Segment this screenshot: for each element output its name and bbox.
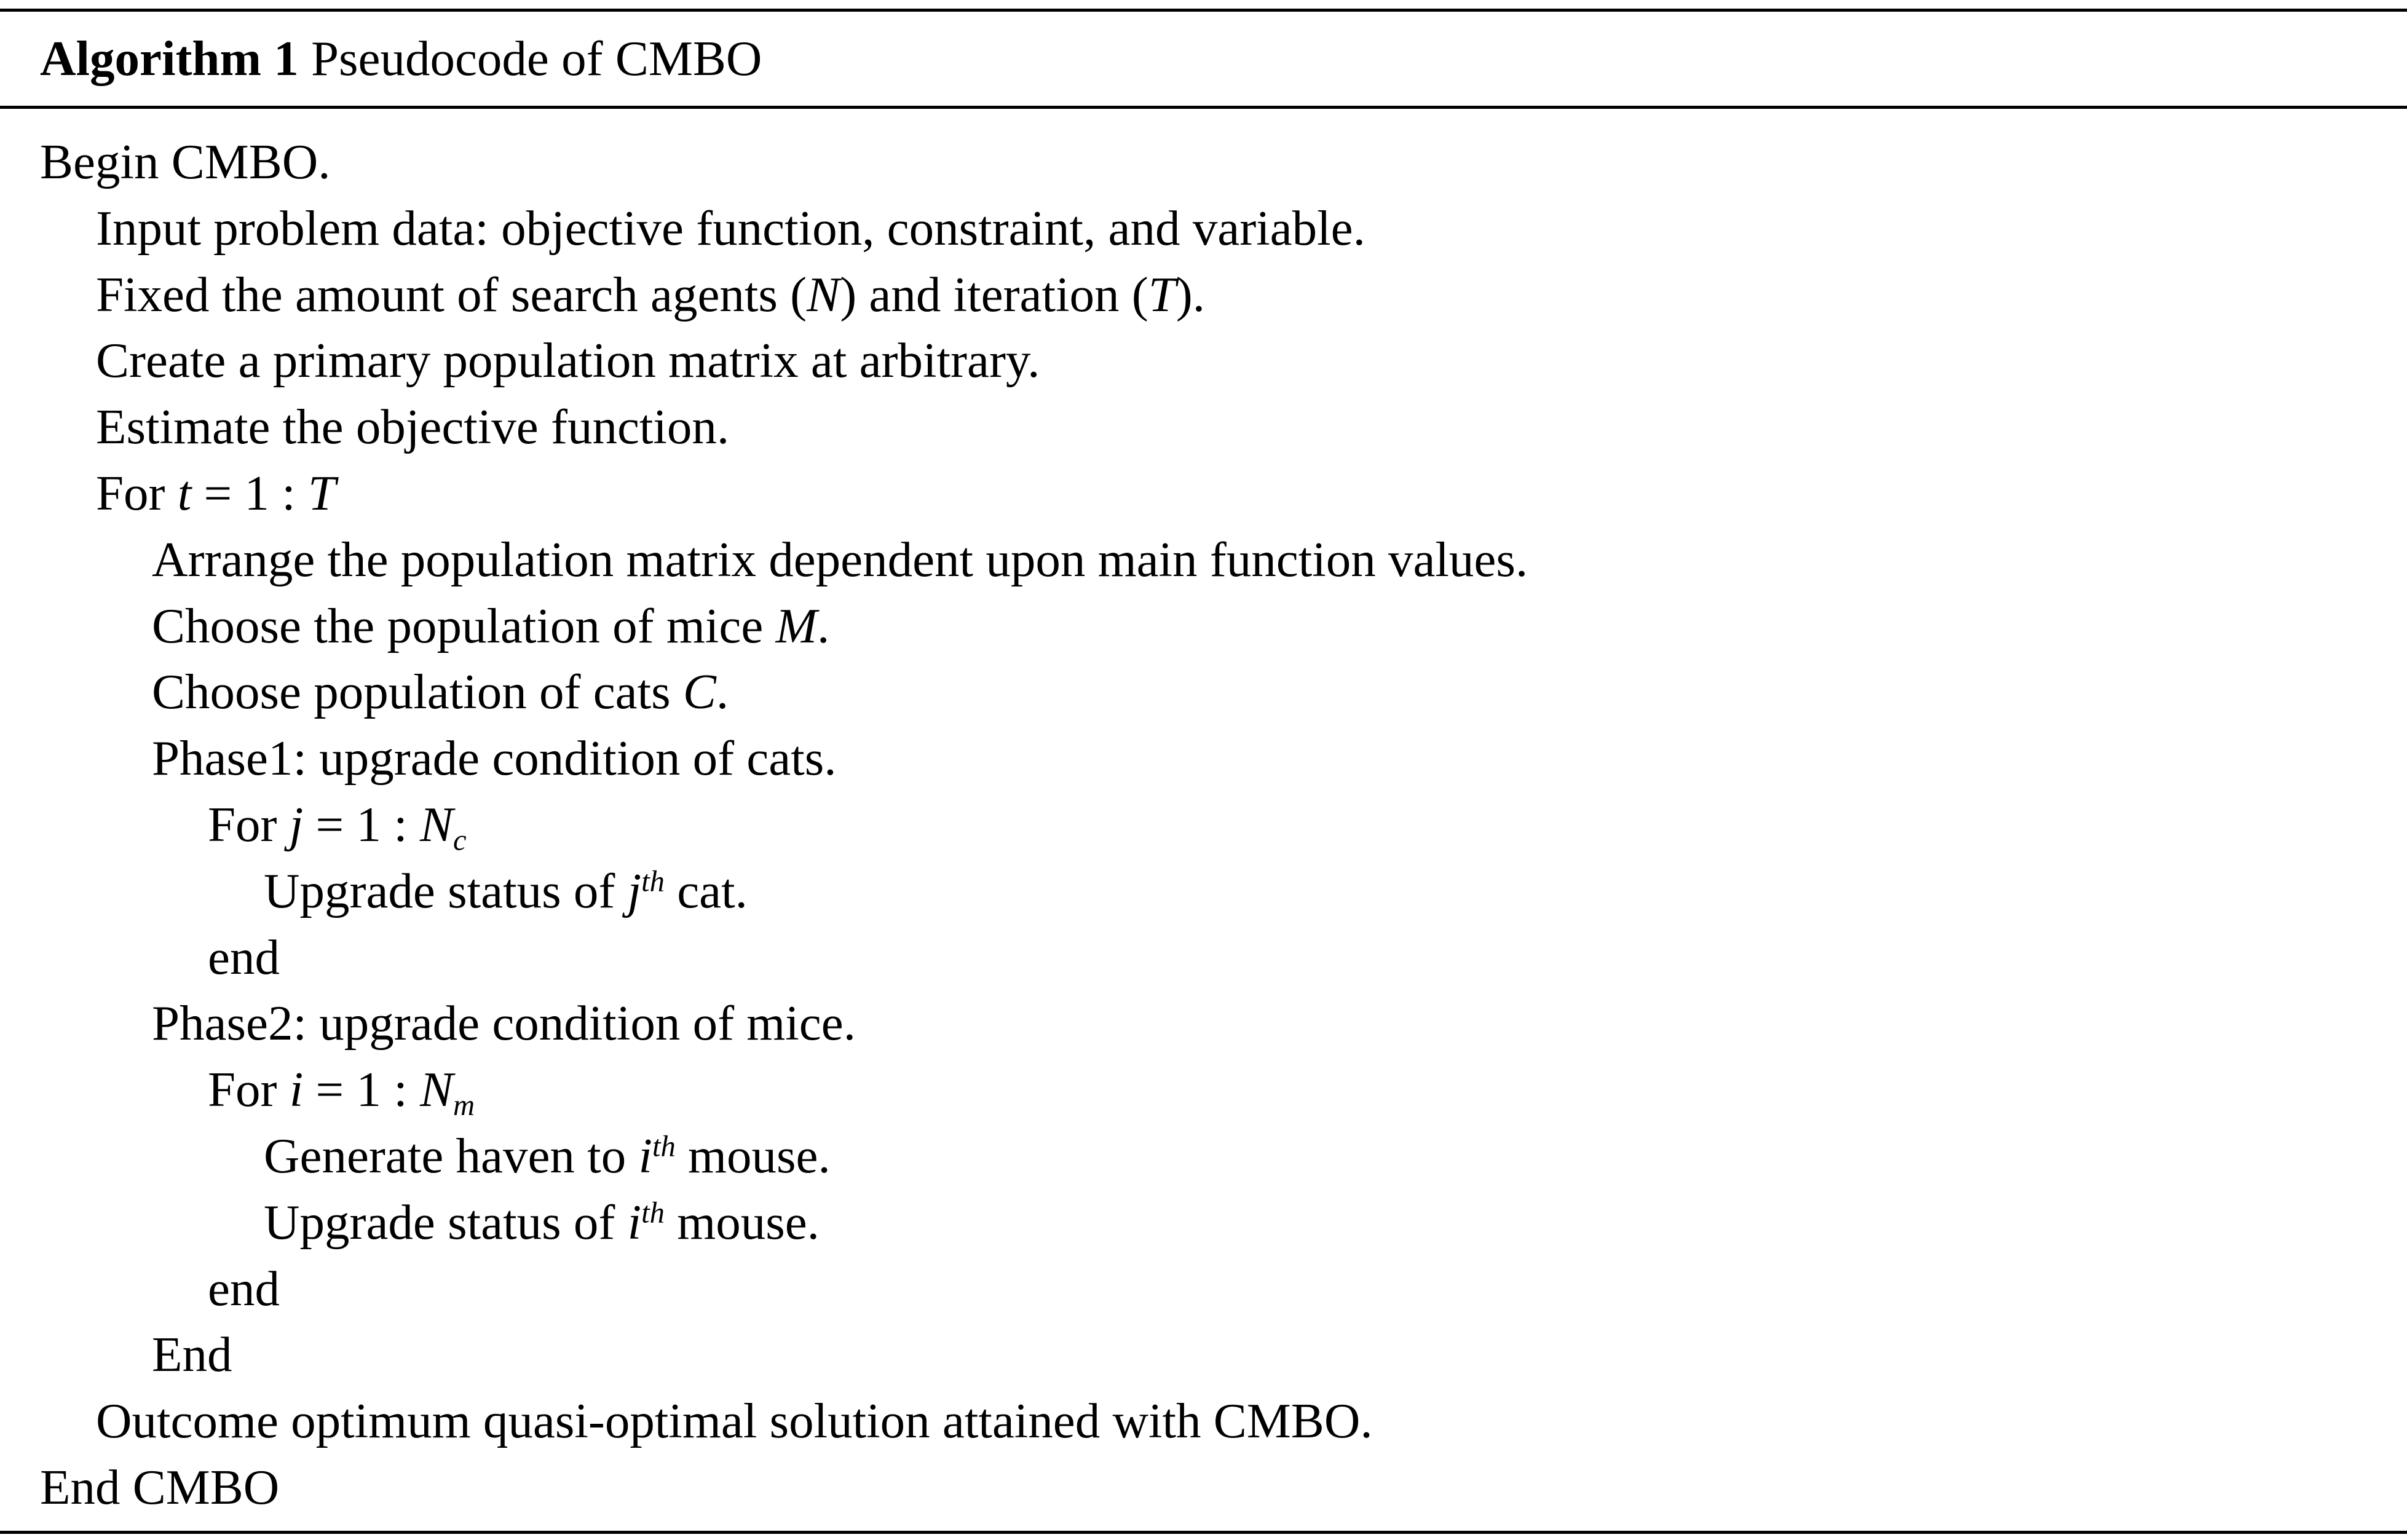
line-text: For bbox=[208, 1062, 290, 1118]
pseudocode-line bbox=[40, 725, 2376, 792]
pseudocode-line bbox=[40, 858, 2376, 925]
line-text: end bbox=[208, 1260, 280, 1316]
line-text: ) and iteration ( bbox=[840, 266, 1148, 322]
math-symbol: N bbox=[807, 266, 840, 322]
pseudocode-line bbox=[40, 328, 2376, 394]
subscript: c bbox=[453, 823, 467, 857]
line-text: Outcome optimum quasi-optimal solution attained with CMBO. bbox=[96, 1393, 1373, 1449]
pseudocode-body bbox=[40, 129, 2376, 1521]
line-text: Choose the population of mice bbox=[152, 598, 776, 654]
line-text: Choose population of cats bbox=[152, 664, 683, 720]
line-text: cat. bbox=[664, 863, 748, 918]
caption-rule bbox=[0, 106, 2407, 109]
math-symbol: i bbox=[638, 1127, 652, 1183]
math-symbol: N bbox=[419, 796, 454, 852]
pseudocode-line bbox=[40, 1322, 2376, 1388]
line-text: Fixed the amount of search agents ( bbox=[96, 266, 807, 322]
pseudocode-line bbox=[40, 394, 2376, 460]
math-symbol: C bbox=[682, 664, 716, 720]
math-operator: = 1 : bbox=[303, 1062, 420, 1118]
top-rule bbox=[0, 9, 2407, 12]
pseudocode-line bbox=[40, 262, 2376, 328]
pseudocode-line bbox=[40, 460, 2376, 527]
subscript: m bbox=[453, 1088, 475, 1122]
math-symbol: i bbox=[627, 1194, 642, 1250]
pseudocode-line bbox=[40, 1190, 2376, 1256]
line-text: Generate haven to bbox=[264, 1127, 639, 1183]
math-symbol: t bbox=[177, 465, 192, 521]
pseudocode-line bbox=[40, 1455, 2376, 1521]
math-operator: = 1 : bbox=[191, 465, 308, 521]
algorithm-title: Pseudocode of CMBO bbox=[310, 31, 762, 86]
math-symbol: j bbox=[627, 863, 642, 918]
superscript: th bbox=[641, 864, 665, 898]
line-text: Begin CMBO. bbox=[40, 134, 331, 189]
line-text: For bbox=[208, 796, 290, 852]
math-symbol: N bbox=[419, 1062, 454, 1118]
pseudocode-line bbox=[40, 1256, 2376, 1322]
line-text: mouse. bbox=[664, 1194, 820, 1250]
pseudocode-line bbox=[40, 659, 2376, 725]
pseudocode-line bbox=[40, 527, 2376, 593]
line-text: End bbox=[152, 1327, 232, 1383]
line-text: Arrange the population matrix dependent upon main function values. bbox=[152, 531, 1528, 587]
superscript: th bbox=[641, 1196, 665, 1230]
superscript: th bbox=[652, 1129, 676, 1163]
pseudocode-line bbox=[40, 1388, 2376, 1455]
pseudocode-line bbox=[40, 593, 2376, 660]
math-symbol: T bbox=[307, 465, 336, 521]
line-text: Phase1: upgrade condition of cats. bbox=[152, 730, 837, 786]
pseudocode-line bbox=[40, 195, 2376, 262]
pseudocode-line bbox=[40, 129, 2376, 195]
math-operator: = 1 : bbox=[303, 796, 420, 852]
line-text: Input problem data: objective function, constraint, and variable. bbox=[96, 200, 1366, 256]
pseudocode-line bbox=[40, 925, 2376, 991]
pseudocode-line bbox=[40, 1123, 2376, 1190]
line-text: . bbox=[716, 664, 729, 720]
line-text: ). bbox=[1176, 266, 1206, 322]
line-text: End CMBO bbox=[40, 1459, 280, 1515]
pseudocode-line bbox=[40, 792, 2376, 858]
line-text: end bbox=[208, 929, 280, 985]
algorithm-label: Algorithm 1 bbox=[40, 31, 299, 86]
math-symbol: i bbox=[289, 1062, 304, 1118]
line-text: Upgrade status of bbox=[264, 863, 628, 918]
math-symbol: M bbox=[775, 598, 818, 654]
line-text: Create a primary population matrix at arbitrary. bbox=[96, 333, 1040, 389]
line-text: Phase2: upgrade condition of mice. bbox=[152, 995, 856, 1051]
algorithm-caption bbox=[40, 25, 762, 92]
pseudocode-line bbox=[40, 1057, 2376, 1123]
line-text: mouse. bbox=[675, 1127, 831, 1183]
line-text: . bbox=[817, 598, 830, 654]
line-text: Estimate the objective function. bbox=[96, 399, 730, 455]
line-text: For bbox=[96, 465, 178, 521]
line-text: Upgrade status of bbox=[264, 1194, 628, 1250]
pseudocode-line bbox=[40, 990, 2376, 1057]
math-symbol: T bbox=[1148, 266, 1176, 322]
bottom-rule bbox=[0, 1531, 2407, 1534]
math-symbol: j bbox=[289, 796, 304, 852]
